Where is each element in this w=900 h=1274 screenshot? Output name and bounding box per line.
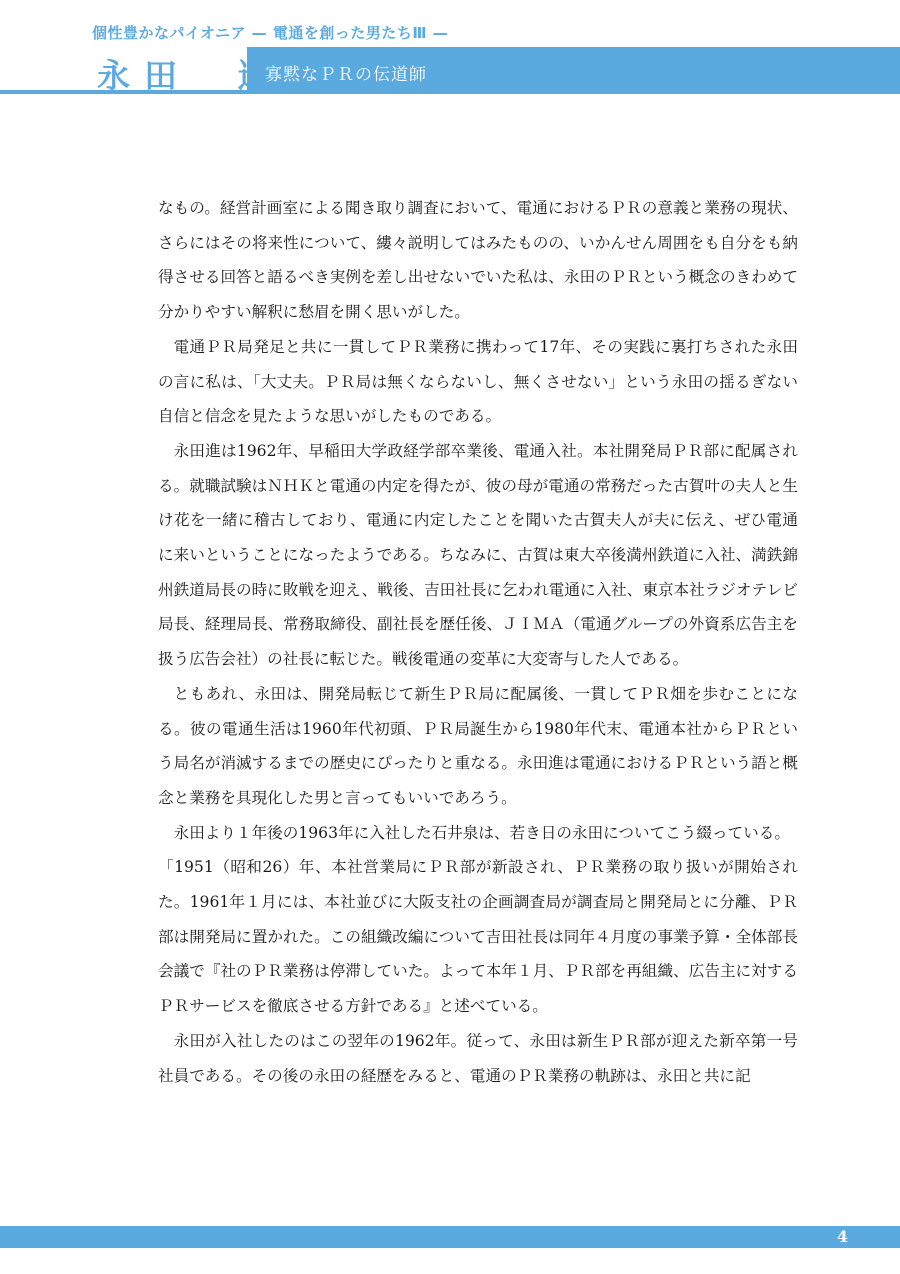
- series-title: 個性豊かなパイオニア — 電通を創った男たちⅢ —: [92, 24, 449, 42]
- chapter-subtitle: 寡黙なＰＲの伝道師: [265, 65, 427, 85]
- article-body: [158, 191, 798, 1093]
- paragraph: 永田進は1962年、早稲田大学政経学部卒業後、電通入社。本社開発局ＰＲ部に配属される。就職試験はＮＨＫと電通の内定を得たが、彼の母が電通の常務だった古賀叶の夫人と生け花を一緒に稽古しており、電通に内定したことを聞いた古賀夫人が夫に伝え、ぜひ電通に来いということになったようである。ちなみに、古賀は東大卒後満州鉄道に入社、満鉄錦州鉄道局長の時に敗戦を迎え、戦後、吉田社長に乞われ電通に入社、東京本社ラジオテレビ局長、経理局長、常務取締役、副社長を歴任後、ＪＩＭＡ（電通グループの外資系広告主を扱う広告会社）の社長に転じた。戦後電通の変革に大変寄与した人である。: [158, 441, 798, 669]
- paragraph: ともあれ、永田は、開発局転じて新生ＰＲ局に配属後、一貫してＰＲ畑を歩むことになる。彼の電通生活は1960年代初頭、ＰＲ局誕生から1980年代末、電通本社からＰＲという局名が消滅するまでの歴史にぴったりと重なる。永田進は電通におけるＰＲという語と概念と業務を具現化した男と言ってもいいであろう。: [158, 684, 798, 807]
- paragraph: なもの。経営計画室による聞き取り調査において、電通におけるＰＲの意義と業務の現状、さらにはその将来性について、縷々説明してはみたものの、いかんせん周囲をも自分をも納得させる回答と語るべき実例を差し出せないでいた私は、永田のＰＲという概念のきわめて分かりやすい解釈に愁眉を開く思いがした。: [158, 199, 798, 322]
- page-number: 4: [836, 1227, 848, 1246]
- paragraph: 永田が入社したのはこの翌年の1962年。従って、永田は新生ＰＲ部が迎えた新卒第一号社員である。その後の永田の経歴をみると、電通のＰＲ業務の軌跡は、永田と共に記: [158, 1031, 798, 1085]
- quote-paragraph: 「1951（昭和26）年、本社営業局にＰＲ部が新設され、ＰＲ業務の取り扱いが開始された。1961年１月には、本社並びに大阪支社の企画調査局が調査局と開発局とに分離、ＰＲ部は開発局に置かれた。この組織改編について吉田社長は同年４月度の事業予算・全体部長会議で『社のＰＲ業務は停滞していた。よって本年１月、ＰＲ部を再組織、広告主に対するＰＲサービスを徹底させる方針である』と述べている。: [158, 858, 798, 1016]
- paragraph: 永田より１年後の1963年に入社した石井泉は、若き日の永田についてこう綴っている。: [173, 823, 790, 842]
- footer-bar: [0, 1226, 900, 1248]
- person-name: 永田 進: [97, 56, 285, 95]
- paragraph: 電通ＰＲ局発足と共に一貫してＰＲ業務に携わって17年、その実践に裏打ちされた永田の言に私は、「大丈夫。ＰＲ局は無くならないし、無くさせない」という永田の揺るぎない自信と信念を見たような思いがしたものである。: [158, 337, 798, 426]
